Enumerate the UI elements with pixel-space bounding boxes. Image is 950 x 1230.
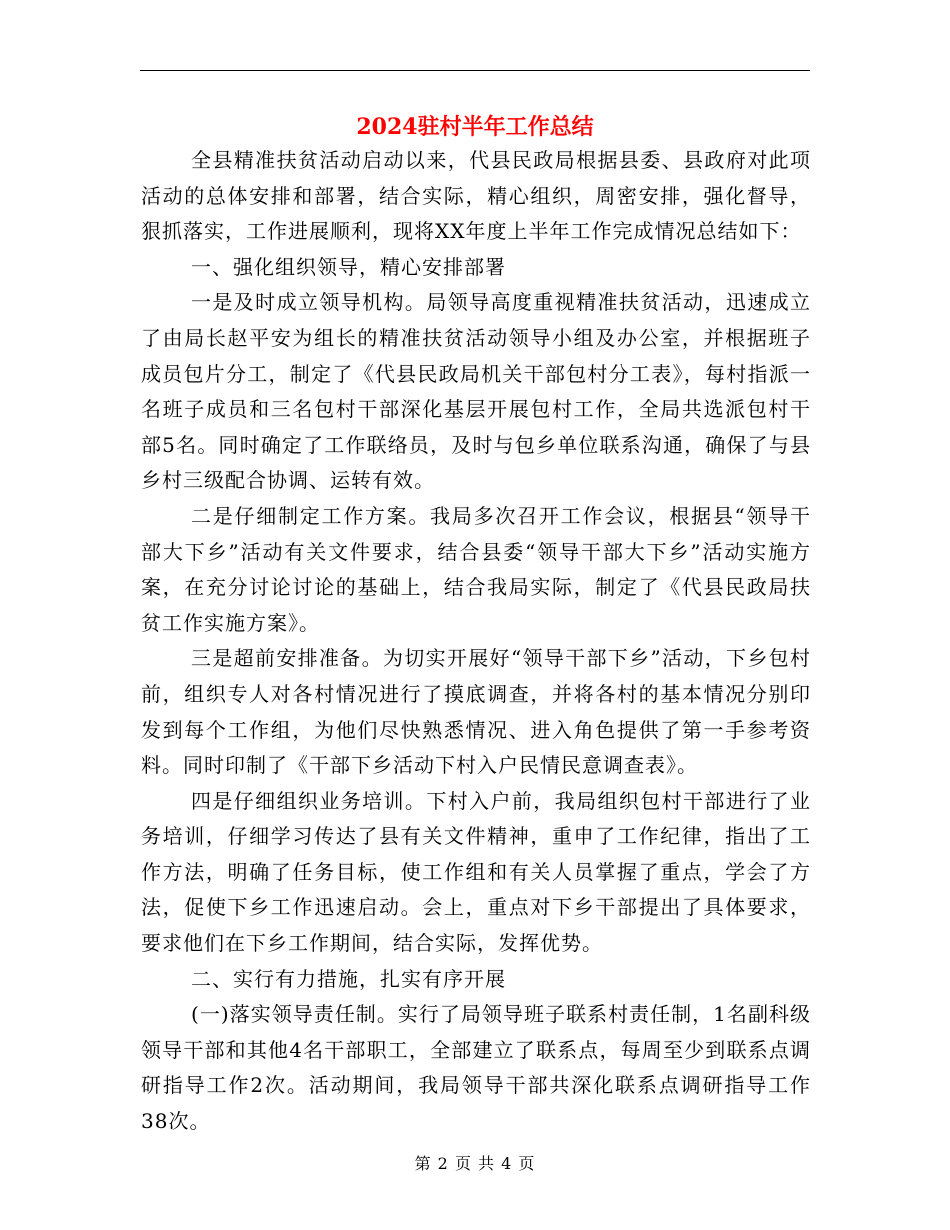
paragraph-intro: 全县精准扶贫活动启动以来，代县民政局根据县委、县政府对此项活动的总体安排和部署，结合实际，精心组织，周密安排，强化督导，狠抓落实，工作进展顺利，现将XX年度上半年工作完成情况总结如下： [141,148,811,244]
page-number: 第 2 页 共 4 页 [414,1154,536,1173]
document-title: 2024驻村半年工作总结 [356,114,594,140]
header-rule [140,70,810,71]
paragraph-training: 四是仔细组织业务培训。下村入户前，我局组织包村干部进行了业务培训，仔细学习传达了县有关文件精神，重申了工作纪律，指出了工作方法，明确了任务目标，使工作组和有关人员掌握了重点，学会了方法，促使下乡工作迅速启动。会上，重点对下乡干部提出了具体要求，要求他们在下乡工作期间，结合实际，发挥优势。 [141,788,811,956]
section-heading-2: 二、实行有力措施，扎实有序开展 [191,966,506,991]
paragraph-plan: 二是仔细制定工作方案。我局多次召开工作会议，根据县“领导干部大下乡”活动有关文件要求，结合县委“领导干部大下乡”活动实施方案，在充分讨论讨论的基础上，结合我局实际，制定了《代县民政局扶贫工作实施方案》。 [141,503,811,635]
paragraph-preparation: 三是超前安排准备。为切实开展好“领导干部下乡”活动，下乡包村前，组织专人对各村情况进行了摸底调查，并将各村的基本情况分别印发到每个工作组，为他们尽快熟悉情况、进入角色提供了第一手参考资料。同时印制了《干部下乡活动下村入户民情民意调查表》。 [141,646,811,778]
section-heading-1: 一、强化组织领导，精心安排部署 [191,254,506,279]
document-body [141,143,811,1140]
paragraph-leadership: 一是及时成立领导机构。局领导高度重视精准扶贫活动，迅速成立了由局长赵平安为组长的精准扶贫活动领导小组及办公室，并根据班子成员包片分工，制定了《代县民政局机关干部包村分工表》，每村指派一名班子成员和三名包村干部深化基层开展包村工作，全局共选派包村干部5名。同时确定了工作联络员，及时与包乡单位联系沟通，确保了与县乡村三级配合协调、运转有效。 [141,290,811,493]
paragraph-responsibility: (一)落实领导责任制。实行了局领导班子联系村责任制，1名副科级领导干部和其他4名干部职工，全部建立了联系点，每周至少到联系点调研指导工作2次。活动期间，我局领导干部共深化联系点调研指导工作38次。 [141,1002,811,1134]
